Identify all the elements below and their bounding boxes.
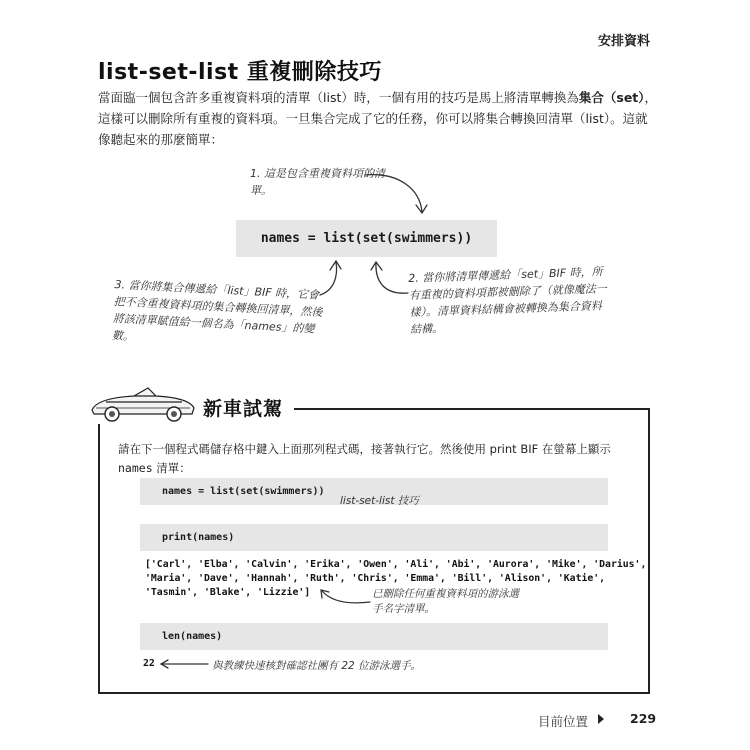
- arrow-note2-head: [371, 262, 382, 270]
- output-len: 22: [143, 658, 155, 669]
- arrow-note2: [376, 263, 408, 293]
- output-line-3: 'Tasmin', 'Blake', 'Lizzie']: [145, 587, 311, 598]
- annotation-2: 2. 當你將清單傳遞給「set」BIF 時，所有重複的資料項都被刪除了（就像魔法一樣）。清單資料結構會被轉換為集合資料結構。: [408, 265, 607, 336]
- intro-bold: 集合（set）: [578, 90, 645, 105]
- annotation-len: 與教練快速核對確認社團有 22 位游泳選手。: [212, 660, 422, 672]
- test-drive-title: 新車試駕: [203, 398, 284, 420]
- code-cell-1: names = list(set(swimmers)): [140, 478, 608, 505]
- instruction-text-2: 清單：: [152, 461, 191, 475]
- test-drive-top-rule: [294, 408, 650, 410]
- arrow-note3-head: [330, 261, 341, 270]
- output-line-1: ['Carl', 'Elba', 'Calvin', 'Erika', 'Owen', 'Ali', 'Abi', 'Aurora', 'Mike', 'Darius',: [145, 559, 647, 570]
- test-drive-instruction: [118, 440, 638, 478]
- annotation-code1: list-set-list 技巧: [340, 495, 419, 507]
- annotation-1: 1. 這是包含重複資料項的清單。: [250, 167, 385, 197]
- annotation-output: 已刪除任何重複資料項的游泳選手名字清單。: [372, 588, 519, 615]
- intro-text-2: ，這樣可以刪除所有重複的資料項。一旦集合完成了它的任務，你可以將集合轉換回清單（list）。這就像聽起來的那麼簡單：: [98, 90, 658, 147]
- arrow-note1-head: [416, 205, 427, 213]
- section-header: 安排資料: [597, 34, 650, 49]
- main-code-block: names = list(set(swimmers)): [236, 220, 497, 257]
- output-line-2: 'Maria', 'Dave', 'Hannah', 'Ruth', 'Chris', 'Emma', 'Bill', 'Alison', 'Katie',: [145, 573, 606, 584]
- code-cell-2: print(names): [140, 524, 608, 551]
- intro-paragraph: [98, 87, 658, 150]
- page-title: list-set-list 重複刪除技巧: [98, 60, 382, 85]
- code-cell-3: len(names): [140, 623, 608, 650]
- annotation-3: 3. 當你將集合傳遞給「list」BIF 時，它會把不含重複資料項的集合轉換回清單，然後將該清單賦值給一個名為「names」的變數。: [111, 277, 323, 344]
- page-number: 229: [630, 711, 657, 726]
- footer-location-label: 目前位置: [538, 714, 589, 729]
- footer-triangle-icon: [598, 714, 604, 724]
- car-icon: [86, 380, 198, 424]
- instruction-text-1: 請在下一個程式碼儲存格中鍵入上面那列程式碼，接著執行它。然後使用 print BIF 在螢幕上顯示: [118, 442, 611, 456]
- intro-text-1: 當面臨一個包含許多重複資料項的清單（list）時，一個有用的技巧是馬上將清單轉換為: [98, 90, 579, 105]
- instruction-mono: names: [118, 461, 153, 475]
